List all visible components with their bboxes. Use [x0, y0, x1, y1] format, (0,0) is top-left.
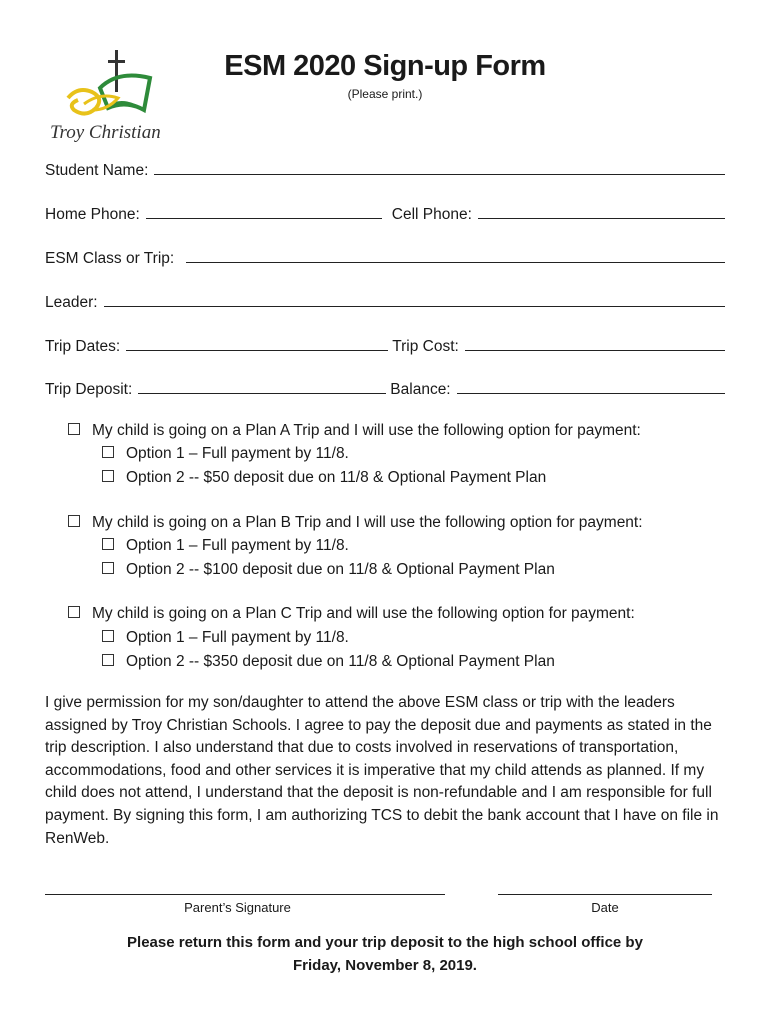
plan-a-label: My child is going on a Plan A Trip and I will use the following option for payment: [92, 422, 641, 439]
page-title: ESM 2020 Sign-up Form [224, 50, 546, 82]
page-subtitle: (Please print.) [347, 87, 423, 101]
plan-c-option-2-label: Option 2 -- $350 deposit due on 11/8 & Optional Payment Plan [126, 653, 555, 670]
trip-cost-label: Trip Cost: [392, 338, 459, 355]
trip-dates-field[interactable] [126, 336, 388, 351]
plan-a-option-1-checkbox[interactable] [102, 446, 114, 458]
leader-row [45, 292, 725, 312]
plan-b-option-1[interactable] [102, 537, 349, 555]
plan-c-option-1-checkbox[interactable] [102, 630, 114, 642]
trip-deposit-label: Trip Deposit: [45, 381, 133, 398]
plan-c-label: My child is going on a Plan C Trip and will use the following option for payment: [92, 605, 635, 622]
balance-label: Balance: [390, 381, 451, 398]
phone-row [45, 204, 725, 224]
trip-dates-row [45, 336, 725, 356]
date-line[interactable] [498, 894, 712, 895]
esm-class-row [45, 248, 725, 268]
plan-c-checkbox[interactable] [68, 606, 80, 618]
logo-text: Troy Christian [50, 122, 161, 143]
trip-deposit-field[interactable] [138, 379, 386, 394]
cell-phone-field[interactable] [478, 204, 725, 219]
plan-a-option-2-checkbox[interactable] [102, 470, 114, 482]
esm-class-field[interactable] [186, 248, 725, 263]
plan-b-option-1-checkbox[interactable] [102, 538, 114, 550]
leader-field[interactable] [104, 292, 725, 307]
plan-c-option-2[interactable] [102, 653, 555, 671]
plan-b-option-2[interactable] [102, 561, 555, 579]
plan-b-label: My child is going on a Plan B Trip and I will use the following option for payment: [92, 514, 643, 531]
plan-c-row[interactable] [68, 605, 635, 623]
footer-line-2: Friday, November 8, 2019. [293, 957, 477, 974]
permission-paragraph: I give permission for my son/daughter to attend the above ESM class or trip with the leaders assigned by Troy Christian Schools. I agree to pay the deposit due and payments as stated in the trip description. I also understand that due to costs involved in reservations of transportation, accommodations, food and other services it is imperative that my child attends as planned. If my child does not attend, I understand that the deposit is non-refundable and I am responsible for full payment. By signing this form, I am authorizing TCS to debit the bank account that I have on file in RenWeb. [45, 694, 719, 847]
plan-b-option-2-label: Option 2 -- $100 deposit due on 11/8 & Optional Payment Plan [126, 561, 555, 578]
leader-label: Leader: [45, 294, 98, 311]
plan-b-option-1-label: Option 1 – Full payment by 11/8. [126, 537, 349, 554]
parent-signature-line[interactable] [45, 894, 445, 895]
plan-c-option-2-checkbox[interactable] [102, 654, 114, 666]
plan-a-option-1[interactable] [102, 445, 349, 463]
plan-b-option-2-checkbox[interactable] [102, 562, 114, 574]
trip-deposit-row [45, 379, 725, 399]
footer-line-1: Please return this form and your trip deposit to the high school office by [127, 934, 643, 951]
trip-dates-label: Trip Dates: [45, 338, 121, 355]
plan-a-option-1-label: Option 1 – Full payment by 11/8. [126, 445, 349, 462]
student-name-field[interactable] [154, 160, 725, 175]
home-phone-label: Home Phone: [45, 206, 140, 223]
cell-phone-label: Cell Phone: [391, 206, 472, 223]
student-name-row [45, 160, 725, 180]
plan-b-checkbox[interactable] [68, 515, 80, 527]
plan-a-option-2[interactable] [102, 469, 546, 487]
home-phone-field[interactable] [146, 204, 382, 219]
plan-a-checkbox[interactable] [68, 423, 80, 435]
date-label: Date [591, 900, 619, 915]
trip-cost-field[interactable] [465, 336, 725, 351]
parent-signature-label: Parent’s Signature [184, 900, 291, 915]
student-name-label: Student Name: [45, 162, 149, 179]
plan-c-option-1-label: Option 1 – Full payment by 11/8. [126, 629, 349, 646]
plan-a-row[interactable] [68, 422, 641, 440]
plan-c-option-1[interactable] [102, 629, 349, 647]
plan-a-option-2-label: Option 2 -- $50 deposit due on 11/8 & Optional Payment Plan [126, 469, 547, 486]
plan-b-row[interactable] [68, 514, 643, 532]
balance-field[interactable] [457, 379, 725, 394]
esm-class-label: ESM Class or Trip: [45, 250, 175, 267]
